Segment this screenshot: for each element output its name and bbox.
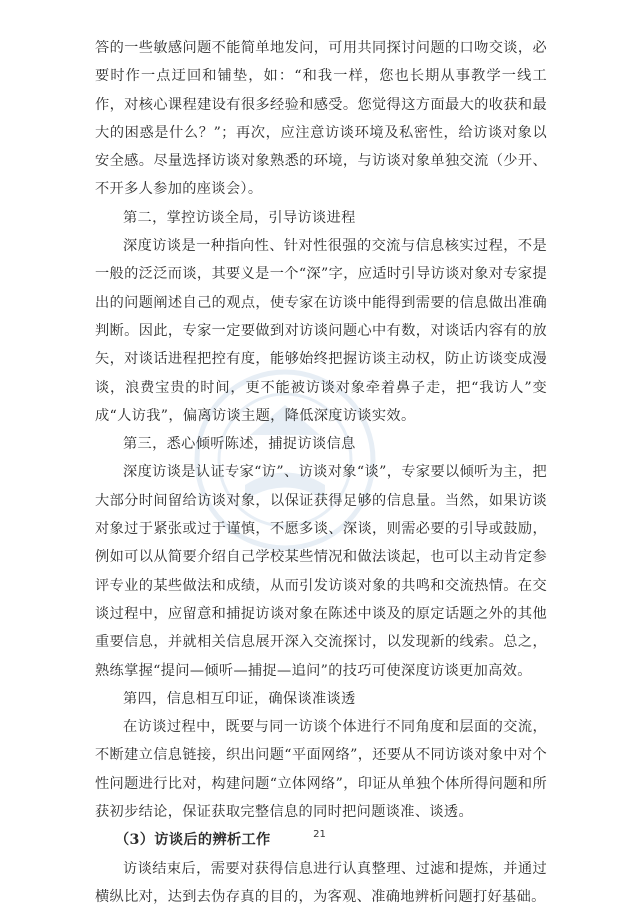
paragraph-verification: 在访谈过程中，既要与同一访谈个体进行不同角度和层面的交流，不断建立信息链接，织出问题“平面网络”，还要从不同访谈对象中对个性问题进行比对，构建问题“立体网络”，印证从单独个体所得问题和所获初步结论，保证获取完整信息的同时把问题谈准、谈透。	[95, 719, 547, 821]
paragraph-continuation: 答的一些敏感问题不能简单地发问，可用共同探讨问题的口吻交谈，必要时作一点迂回和铺垫，如：“和我一样，您也长期从事教学一线工作，对核心课程建设有很多经验和感受。您觉得这方面最大的收获和最大的困惑是什么？”；再次，应注意访谈环境及私密性，给访谈对象以安全感。尽量选择访谈对象熟悉的环境，与访谈对象单独交流（少开、不开多人参加的座谈会）。	[95, 40, 547, 198]
section-heading: （3）访谈后的辨析工作	[115, 832, 271, 849]
paragraph-depth-interview: 深度访谈是一种指向性、针对性很强的交流与信息核实过程，不是一般的泛泛而谈，其要义是一个“深”字，应适时引导访谈对象对专家提出的问题阐述自己的观点，使专家在访谈中能得到需要的信息做出准确判断。因此，专家一定要做到对访谈问题心中有数，对谈话内容有的放矢，对谈话进程把控有度，能够始终把握访谈主动权，防止访谈变成漫谈，浪费宝贵的时间，更不能被访谈对象牵着鼻子走，把“我访人”变成“人访我”，偏离访谈主题，降低深度访谈实效。	[95, 238, 547, 424]
page-number: 21	[313, 829, 326, 840]
subheading-fourth: 第四，信息相互印证，确保谈准谈透	[123, 690, 356, 707]
paragraph-listening: 深度访谈是认证专家“访”、访谈对象“谈”，专家要以倾听为主，把大部分时间留给访谈对象，以保证获得足够的信息量。当然，如果访谈对象过于紧张或过于谨慎，不愿多谈、深谈，则需必要的引导或鼓励，例如可以从简要介绍自己学校某些情况和做法谈起，也可以主动肯定参评专业的某些做法和成绩，从而引发访谈对象的共鸣和交流热情。在交谈过程中，应留意和捕捉访谈对象在陈述中谈及的原定话题之外的其他重要信息，并就相关信息展开深入交流探讨，以发现新的线索。总之，熟练掌握“提问—倾听—捕捉—追问”的技巧可使深度访谈更加高效。	[95, 464, 547, 679]
paragraph-closing: 访谈结束后，需要对获得信息进行认真整理、过滤和提炼，并通过横纵比对，达到去伪存真的目的，为客观、准确地辨析问题打好基础。	[95, 860, 547, 905]
document-body	[95, 34, 547, 911]
subheading-third: 第三，悉心倾听陈述，捕捉访谈信息	[123, 436, 356, 453]
subheading-second: 第二，掌控访谈全局，引导访谈进程	[123, 209, 356, 226]
